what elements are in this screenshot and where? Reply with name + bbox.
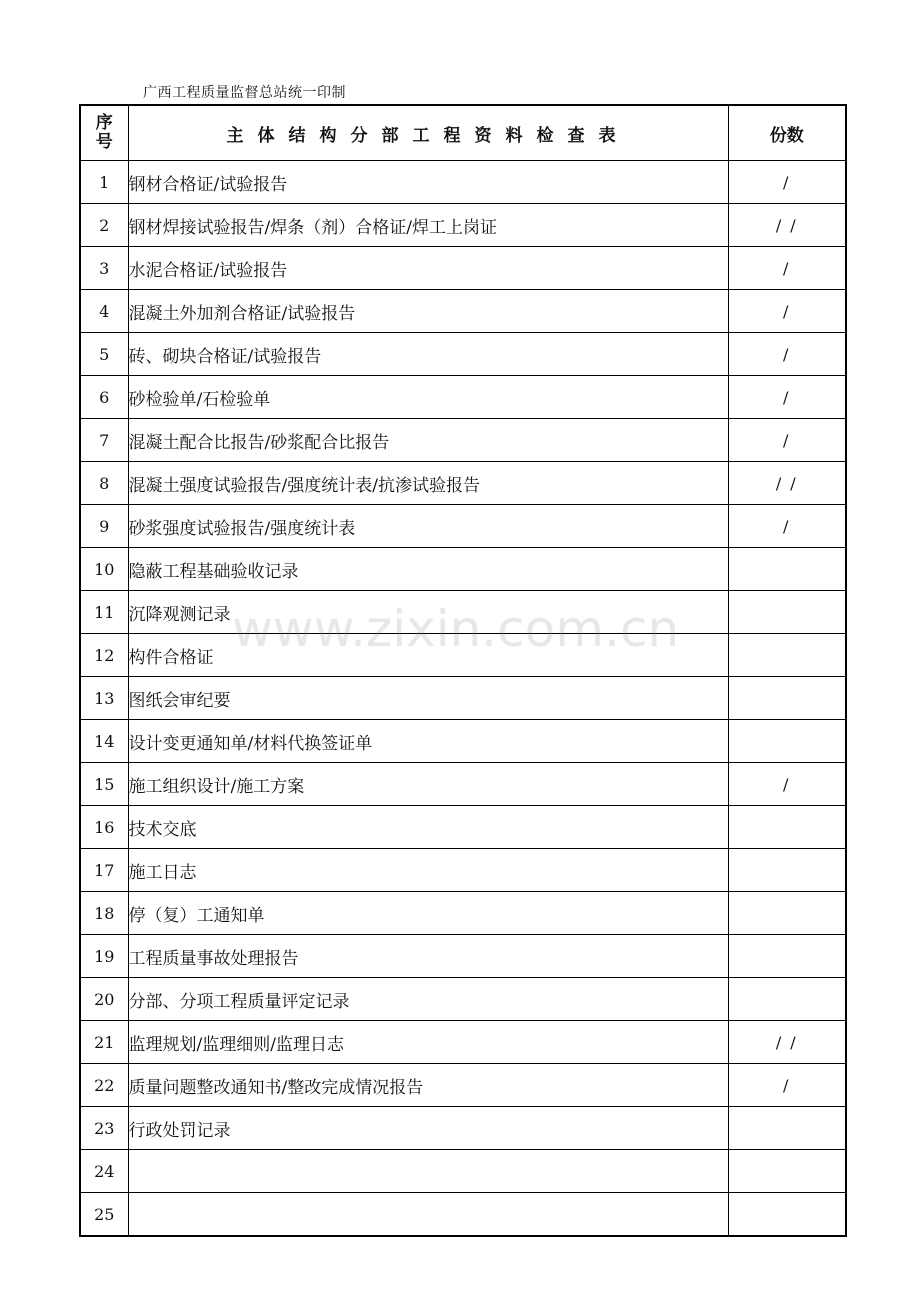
- row-copies: [728, 806, 846, 849]
- row-item-name: 设计变更通知单/材料代换签证单: [128, 720, 728, 763]
- row-serial-number: 4: [80, 290, 128, 333]
- row-item-name: 砂检验单/石检验单: [128, 376, 728, 419]
- row-serial-number: 20: [80, 978, 128, 1021]
- row-serial-number: 17: [80, 849, 128, 892]
- row-item-name: [128, 1150, 728, 1193]
- row-serial-number: 1: [80, 161, 128, 204]
- row-item-name: 钢材焊接试验报告/焊条（剂）合格证/焊工上岗证: [128, 204, 728, 247]
- row-serial-number: 12: [80, 634, 128, 677]
- row-item-name: 质量问题整改通知书/整改完成情况报告: [128, 1064, 728, 1107]
- row-serial-number: 24: [80, 1150, 128, 1193]
- row-serial-number: 6: [80, 376, 128, 419]
- table-row: [80, 1150, 846, 1193]
- table-row: [80, 978, 846, 1021]
- row-item-name: 分部、分项工程质量评定记录: [128, 978, 728, 1021]
- table-row: [80, 892, 846, 935]
- table-title: 主体结构分部工程资料检查表: [128, 105, 728, 161]
- inspection-table: [79, 104, 847, 1237]
- row-item-name: 监理规划/监理细则/监理日志: [128, 1021, 728, 1064]
- row-serial-number: 7: [80, 419, 128, 462]
- row-serial-number: 23: [80, 1107, 128, 1150]
- row-copies: / /: [728, 1021, 846, 1064]
- table-row: [80, 634, 846, 677]
- row-copies: /: [728, 1064, 846, 1107]
- row-serial-number: 2: [80, 204, 128, 247]
- row-item-name: 图纸会审纪要: [128, 677, 728, 720]
- row-item-name: 行政处罚记录: [128, 1107, 728, 1150]
- row-item-name: 施工组织设计/施工方案: [128, 763, 728, 806]
- row-copies: /: [728, 505, 846, 548]
- row-item-name: 沉降观测记录: [128, 591, 728, 634]
- row-copies: [728, 548, 846, 591]
- table-row: [80, 677, 846, 720]
- row-item-name: 施工日志: [128, 849, 728, 892]
- issuer-caption: 广西工程质量监督总站统一印制: [143, 85, 346, 101]
- row-item-name: 水泥合格证/试验报告: [128, 247, 728, 290]
- table-row: [80, 720, 846, 763]
- row-item-name: 混凝土强度试验报告/强度统计表/抗渗试验报告: [128, 462, 728, 505]
- row-serial-number: 22: [80, 1064, 128, 1107]
- row-serial-number: 10: [80, 548, 128, 591]
- table-row: [80, 462, 846, 505]
- table-row: [80, 806, 846, 849]
- row-item-name: 构件合格证: [128, 634, 728, 677]
- table-row: [80, 505, 846, 548]
- header-serial-number-text: 序 号: [95, 113, 113, 152]
- table-row: [80, 1021, 846, 1064]
- table-row: [80, 376, 846, 419]
- row-copies: /: [728, 161, 846, 204]
- row-copies: [728, 677, 846, 720]
- row-copies: /: [728, 290, 846, 333]
- row-copies: /: [728, 763, 846, 806]
- row-item-name: 停（复）工通知单: [128, 892, 728, 935]
- row-copies: [728, 1193, 846, 1237]
- table-row: [80, 161, 846, 204]
- row-serial-number: 14: [80, 720, 128, 763]
- table-body: [80, 161, 846, 1237]
- table-row: [80, 935, 846, 978]
- row-copies: /: [728, 247, 846, 290]
- table-row: [80, 548, 846, 591]
- table-row: [80, 1064, 846, 1107]
- row-copies: [728, 849, 846, 892]
- row-copies: [728, 591, 846, 634]
- row-item-name: 技术交底: [128, 806, 728, 849]
- row-item-name: 砂浆强度试验报告/强度统计表: [128, 505, 728, 548]
- table-row: [80, 419, 846, 462]
- row-copies: [728, 634, 846, 677]
- row-copies: / /: [728, 204, 846, 247]
- row-copies: /: [728, 333, 846, 376]
- row-serial-number: 9: [80, 505, 128, 548]
- table-row: [80, 1107, 846, 1150]
- row-copies: [728, 892, 846, 935]
- row-serial-number: 21: [80, 1021, 128, 1064]
- table-row: [80, 763, 846, 806]
- row-serial-number: 19: [80, 935, 128, 978]
- row-serial-number: 13: [80, 677, 128, 720]
- table-row: [80, 247, 846, 290]
- row-serial-number: 11: [80, 591, 128, 634]
- row-copies: [728, 935, 846, 978]
- table-row: [80, 204, 846, 247]
- row-serial-number: 8: [80, 462, 128, 505]
- row-item-name: 隐蔽工程基础验收记录: [128, 548, 728, 591]
- row-copies: [728, 720, 846, 763]
- row-copies: [728, 1150, 846, 1193]
- row-serial-number: 15: [80, 763, 128, 806]
- row-serial-number: 18: [80, 892, 128, 935]
- header-serial-number: [80, 105, 128, 161]
- table-row: [80, 849, 846, 892]
- row-copies: /: [728, 376, 846, 419]
- row-copies: / /: [728, 462, 846, 505]
- row-item-name: [128, 1193, 728, 1237]
- row-serial-number: 25: [80, 1193, 128, 1237]
- table-row: [80, 333, 846, 376]
- row-serial-number: 5: [80, 333, 128, 376]
- row-copies: /: [728, 419, 846, 462]
- row-item-name: 砖、砌块合格证/试验报告: [128, 333, 728, 376]
- row-serial-number: 16: [80, 806, 128, 849]
- row-item-name: 混凝土配合比报告/砂浆配合比报告: [128, 419, 728, 462]
- watermark-text: www.zixin.com.cn: [232, 600, 680, 658]
- table-header-row: [80, 105, 846, 161]
- table-row: [80, 591, 846, 634]
- row-copies: [728, 1107, 846, 1150]
- table-row: [80, 290, 846, 333]
- header-copies: 份数: [728, 105, 846, 161]
- row-copies: [728, 978, 846, 1021]
- table-row: [80, 1193, 846, 1237]
- row-item-name: 混凝土外加剂合格证/试验报告: [128, 290, 728, 333]
- row-serial-number: 3: [80, 247, 128, 290]
- row-item-name: 钢材合格证/试验报告: [128, 161, 728, 204]
- row-item-name: 工程质量事故处理报告: [128, 935, 728, 978]
